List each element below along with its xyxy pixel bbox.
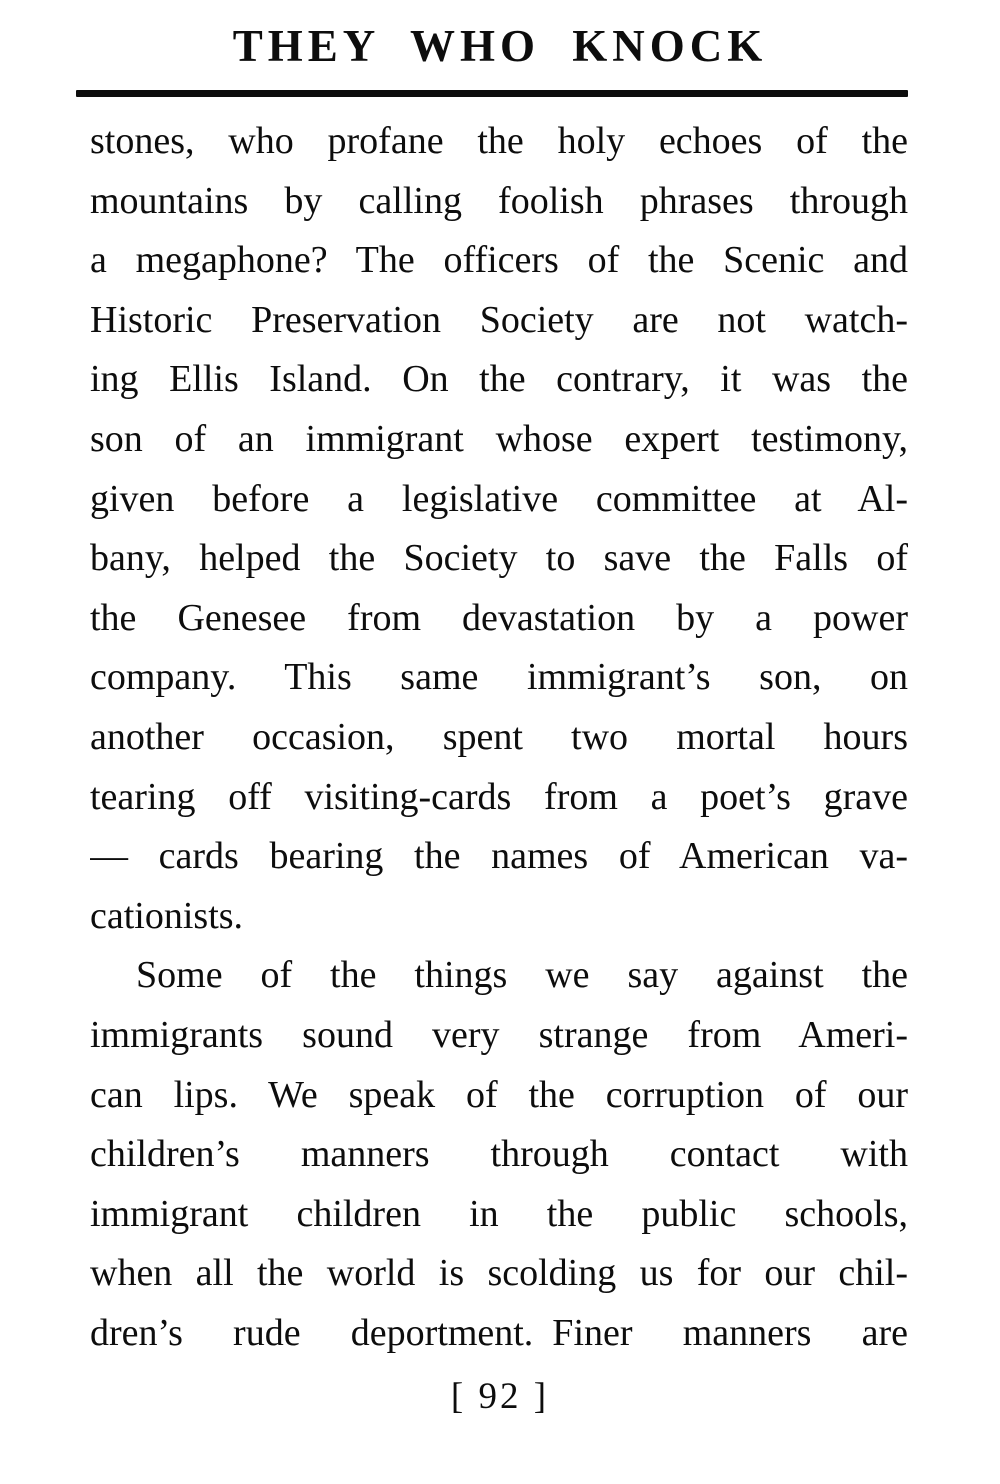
text-line: ing Ellis Island. On the contrary, it was the — [90, 358, 908, 401]
text-line: when all the world is scolding us for our chil- — [90, 1252, 908, 1295]
text-line: can lips. We speak of the corruption of our — [90, 1073, 908, 1116]
text-line: a megaphone? The officers of the Scenic and — [90, 239, 908, 282]
page-number: [ 92 ] — [450, 1376, 550, 1417]
text-line: son of an immigrant whose expert testimony, — [90, 417, 908, 460]
text-line: the Genesee from devastation by a power — [90, 596, 908, 639]
text-lines — [90, 112, 908, 1363]
text-line: cationists. — [90, 894, 244, 937]
text-line: company. This same immigrant’s son, on — [90, 656, 908, 699]
text-line: children’s manners through contact with — [90, 1133, 908, 1176]
text-line: mountains by calling foolish phrases through — [90, 179, 908, 222]
page-title: THEY WHO KNOCK — [232, 21, 768, 71]
text-line: bany, helped the Society to save the Falls of — [90, 537, 908, 580]
text-line: Some of the things we say against the — [136, 954, 908, 997]
text-line: immigrant children in the public schools, — [90, 1192, 908, 1235]
text-line: tearing off visiting-cards from a poet’s grave — [90, 775, 908, 818]
text-line: immigrants sound very strange from Ameri- — [90, 1013, 908, 1056]
text-line: another occasion, spent two mortal hours — [90, 715, 908, 758]
header-rule — [76, 90, 908, 97]
text-line: — cards bearing the names of American va- — [90, 835, 908, 878]
text-line: given before a legislative committee at Al- — [90, 477, 908, 520]
text-line: dren’s rude deportment. Finer manners are — [90, 1311, 908, 1354]
text-line: stones, who profane the holy echoes of the — [90, 120, 908, 162]
text-line: Historic Preservation Society are not watch- — [90, 298, 908, 341]
